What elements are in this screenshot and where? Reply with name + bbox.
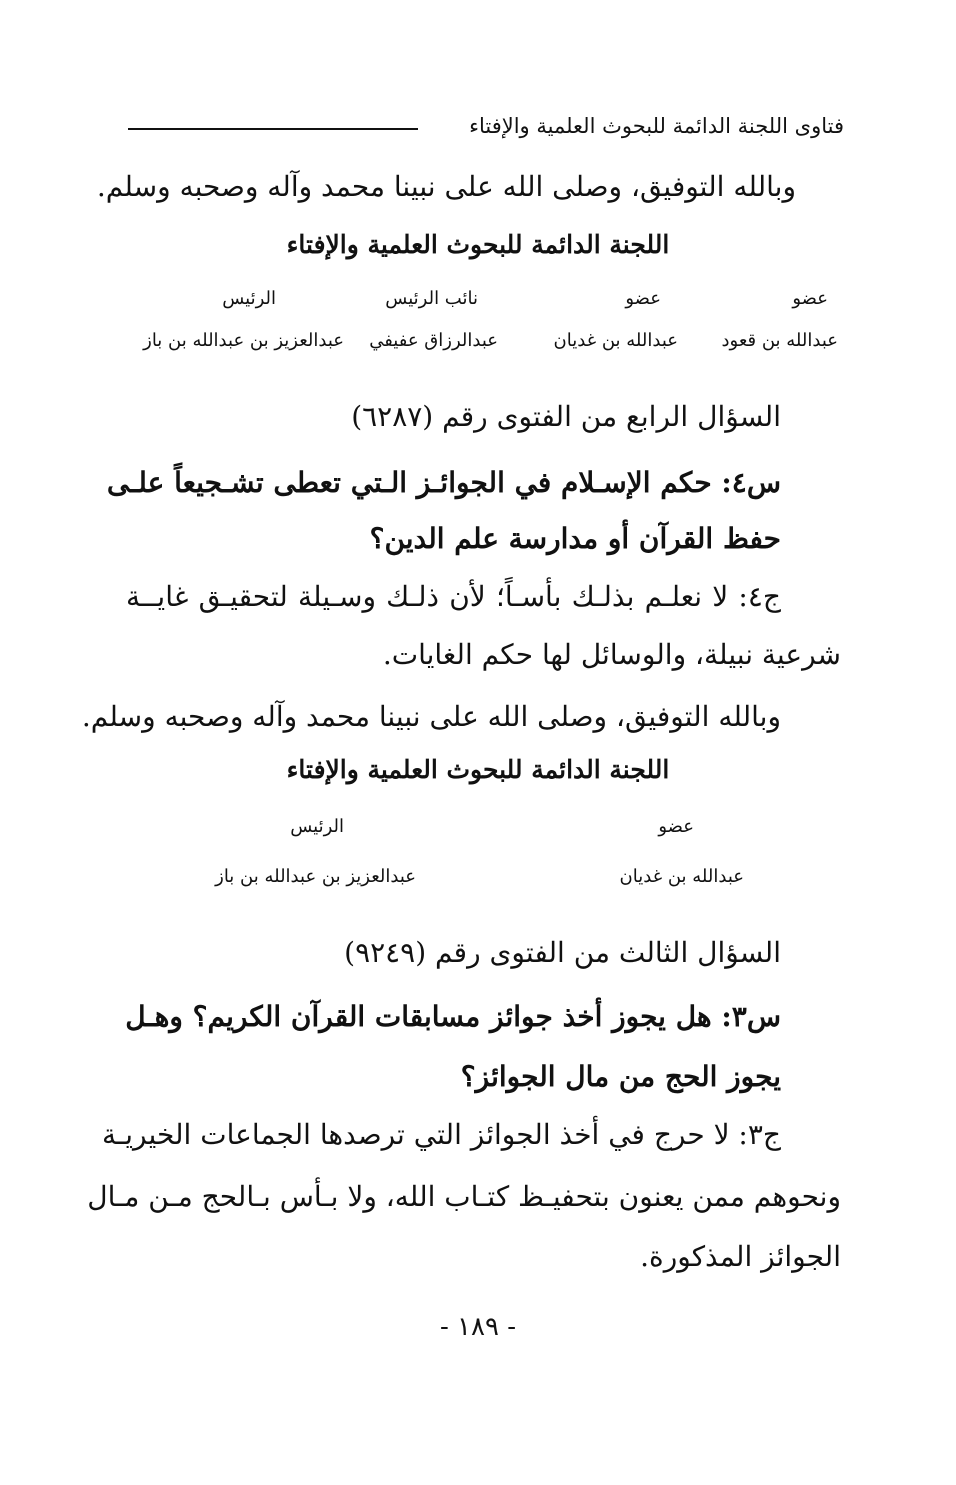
answer-line: ج٣: لا حرج في أخذ الجوائز التي ترصدها الجماعات الخيريـة: [102, 1118, 781, 1151]
answer-line: ج٤: لا نعلـم بذلـك بأسـاً؛ لأن ذلـك وسـيلة لتحقيـق غايــة: [126, 580, 781, 613]
answer-line: الجوائز المذكورة.: [640, 1240, 841, 1273]
signatory-role: نائب الرئيس: [385, 288, 478, 309]
answer-line: ونحوهم ممن يعنون بتحفيـظ كتـاب الله، ولا بـأس بـالحج مـن مـال: [87, 1180, 841, 1213]
signatory-name: عبدالله بن غديان: [553, 330, 678, 351]
committee-name-2: اللجنة الدائمة للبحوث العلمية والإفتاء: [286, 755, 670, 784]
signatory-role: الرئيس: [290, 816, 344, 837]
question-line: س٣: هل يجوز أخذ جوائز مسابقات القرآن الكريم؟ وهـل: [125, 1000, 781, 1033]
committee-name-1: اللجنة الدائمة للبحوث العلمية والإفتاء: [286, 230, 670, 259]
signatory-role: عضو: [792, 288, 828, 309]
signatory-role: عضو: [658, 816, 694, 837]
page-number: - ١٨٩ -: [439, 1312, 517, 1342]
question-line: يجوز الحج من مال الجوائز؟: [460, 1060, 781, 1093]
header-rule: [128, 128, 418, 130]
signatory-name: عبدالعزيز بن عبدالله بن باز: [143, 330, 344, 351]
signatory-name: عبدالله بن قعود: [721, 330, 838, 351]
question-line: حفظ القرآن أو مدارسة علم الدين؟: [369, 522, 781, 555]
fatwa-heading-1: السؤال الرابع من الفتوى رقم (٦٢٨٧): [351, 400, 781, 433]
closing-line-1: وبالله التوفيق، وصلى الله على نبينا محمد وآله وصحبه وسلم.: [96, 170, 796, 203]
signatory-name: عبدالعزيز بن عبدالله بن باز: [215, 866, 416, 887]
signatory-role: عضو: [625, 288, 661, 309]
signatory-name: عبدالرزاق عفيفي: [369, 330, 498, 351]
answer-line: شرعية نبيلة، والوسائل لها حكم الغايات.: [382, 638, 841, 671]
signatory-role: الرئيس: [222, 288, 276, 309]
signatory-name: عبدالله بن غديان: [619, 866, 744, 887]
question-line: س٤: حكم الإسـلام في الجوائـز الـتي تعطى تشـجيعاً علـى: [106, 466, 781, 499]
fatwa-heading-2: السؤال الثالث من الفتوى رقم (٩٢٤٩): [344, 936, 781, 969]
running-header: فتاوى اللجنة الدائمة للبحوث العلمية والإفتاء: [469, 114, 844, 138]
closing-line-2: وبالله التوفيق، وصلى الله على نبينا محمد وآله وصحبه وسلم.: [81, 700, 781, 733]
